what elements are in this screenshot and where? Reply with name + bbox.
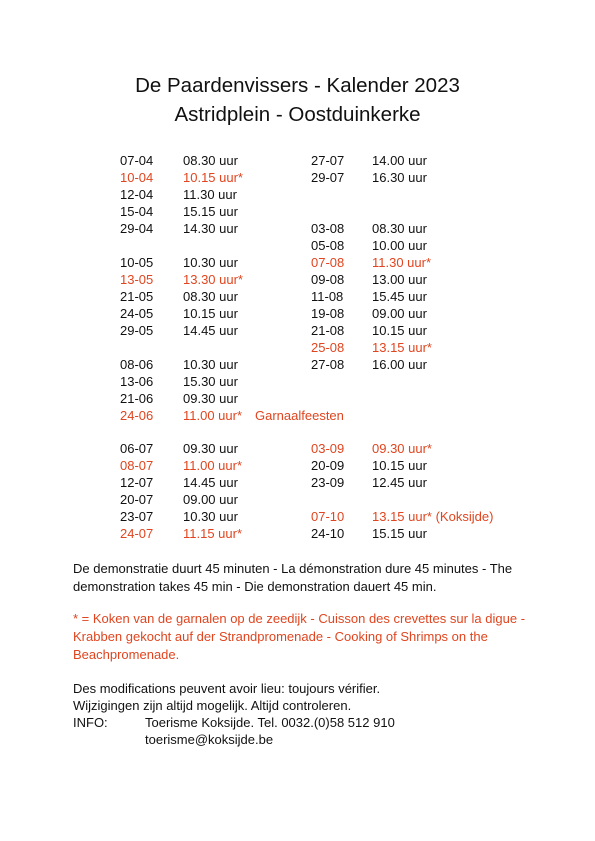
- schedule-date: 08-06: [120, 357, 154, 372]
- schedule-time: 15.15 uur: [183, 204, 238, 219]
- schedule-date: 25-08: [311, 340, 345, 355]
- schedule-date: 24-10: [311, 526, 345, 541]
- schedule-date: 21-05: [120, 289, 154, 304]
- schedule-time: 09.30 uur*: [372, 441, 432, 456]
- schedule-date: 06-07: [120, 441, 154, 456]
- schedule-time: 09.30 uur: [183, 441, 238, 456]
- schedule-time: 09.30 uur: [183, 391, 238, 406]
- footnote-cooking: * = Koken van de garnalen op de zeedijk - Cuisson des crevettes sur la digue - Krabben gekocht auf der Strandpromenade - Cooking of Shrimps on the Beachpromenade.: [73, 611, 526, 662]
- schedule-date: 07-08: [311, 255, 345, 270]
- schedule-time: 11.00 uur*: [183, 408, 243, 423]
- schedule-time: 10.00 uur: [372, 238, 427, 253]
- schedule-time: 09.00 uur: [372, 306, 427, 321]
- info-phone: Toerisme Koksijde. Tel. 0032.(0)58 512 910: [145, 715, 395, 730]
- schedule-date: 03-08: [311, 221, 345, 236]
- schedule-time: 15.45 uur: [372, 289, 427, 304]
- schedule-date: 24-05: [120, 306, 154, 321]
- schedule-time: 13.15 uur* (Koksijde): [372, 509, 494, 524]
- schedule-date: 21-08: [311, 323, 345, 338]
- schedule-date: 29-04: [120, 221, 154, 236]
- schedule-date: 24-06: [120, 408, 154, 423]
- schedule-time: 13.30 uur*: [183, 272, 243, 287]
- schedule-date: 13-05: [120, 272, 154, 287]
- schedule-date: 07-10: [311, 509, 345, 524]
- info-label: INFO:: [73, 715, 108, 730]
- schedule-time: 08.30 uur: [372, 221, 427, 236]
- schedule-date: 27-07: [311, 153, 345, 168]
- schedule-date: 12-07: [120, 475, 154, 490]
- schedule-date: 11-08: [311, 289, 344, 304]
- schedule-time: 11.30 uur: [183, 187, 237, 202]
- schedule-date: 21-06: [120, 391, 154, 406]
- schedule-time: 15.30 uur: [183, 374, 238, 389]
- schedule-time: 14.00 uur: [372, 153, 427, 168]
- schedule-date: 23-07: [120, 509, 154, 524]
- info-email: toerisme@koksijde.be: [145, 732, 274, 747]
- schedule-time: 10.15 uur: [183, 306, 238, 321]
- schedule-time: 10.30 uur: [183, 357, 238, 372]
- page-title: De Paardenvissers - Kalender 2023: [135, 74, 460, 97]
- schedule-date: 07-04: [120, 153, 154, 168]
- modifications-note-nl: Wijzigingen zijn altijd mogelijk. Altijd controleren.: [73, 698, 352, 713]
- schedule-time: 09.00 uur: [183, 492, 238, 507]
- schedule-time: 10.15 uur: [372, 458, 427, 473]
- schedule-date: 20-07: [120, 492, 154, 507]
- schedule-date: 12-04: [120, 187, 154, 202]
- schedule-time: 11.30 uur*: [372, 255, 432, 270]
- schedule-time: 14.45 uur: [183, 323, 238, 338]
- schedule-time: 16.30 uur: [372, 170, 427, 185]
- schedule-date: 13-06: [120, 374, 154, 389]
- schedule-time: 10.15 uur*: [183, 170, 243, 185]
- schedule-time: 14.30 uur: [183, 221, 238, 236]
- schedule-time: 14.45 uur: [183, 475, 238, 490]
- schedule-time: 13.15 uur*: [372, 340, 432, 355]
- schedule-time: 13.00 uur: [372, 272, 427, 287]
- schedule-time: 10.30 uur: [183, 255, 238, 270]
- schedule-time: 15.15 uur: [372, 526, 427, 541]
- schedule-time: 10.15 uur: [372, 323, 427, 338]
- schedule-time: 08.30 uur: [183, 289, 238, 304]
- schedule-date: 19-08: [311, 306, 345, 321]
- schedule-date: 23-09: [311, 475, 345, 490]
- schedule-time: 10.30 uur: [183, 509, 238, 524]
- schedule-time: 16.00 uur: [372, 357, 427, 372]
- schedule-note: Garnaalfeesten: [255, 408, 344, 423]
- schedule-date: 29-05: [120, 323, 154, 338]
- schedule-time: 11.00 uur*: [183, 458, 243, 473]
- schedule-time: 12.45 uur: [372, 475, 427, 490]
- schedule-date: 27-08: [311, 357, 345, 372]
- schedule-time: 11.15 uur*: [183, 526, 243, 541]
- schedule-date: 15-04: [120, 204, 154, 219]
- schedule-time: 08.30 uur: [183, 153, 238, 168]
- schedule-date: 29-07: [311, 170, 345, 185]
- schedule-date: 05-08: [311, 238, 345, 253]
- page-subtitle: Astridplein - Oostduinkerke: [174, 103, 421, 126]
- modifications-note-fr: Des modifications peuvent avoir lieu: toujours vérifier.: [73, 681, 381, 696]
- schedule-date: 08-07: [120, 458, 154, 473]
- duration-note: De demonstratie duurt 45 minuten - La démonstration dure 45 minutes - The demonstration takes 45 min - Die demonstration dauert 45 min.: [73, 561, 513, 594]
- schedule-date: 24-07: [120, 526, 154, 541]
- schedule-date: 10-04: [120, 170, 154, 185]
- schedule-date: 20-09: [311, 458, 345, 473]
- schedule-date: 09-08: [311, 272, 345, 287]
- schedule-date: 03-09: [311, 441, 345, 456]
- schedule-date: 10-05: [120, 255, 154, 270]
